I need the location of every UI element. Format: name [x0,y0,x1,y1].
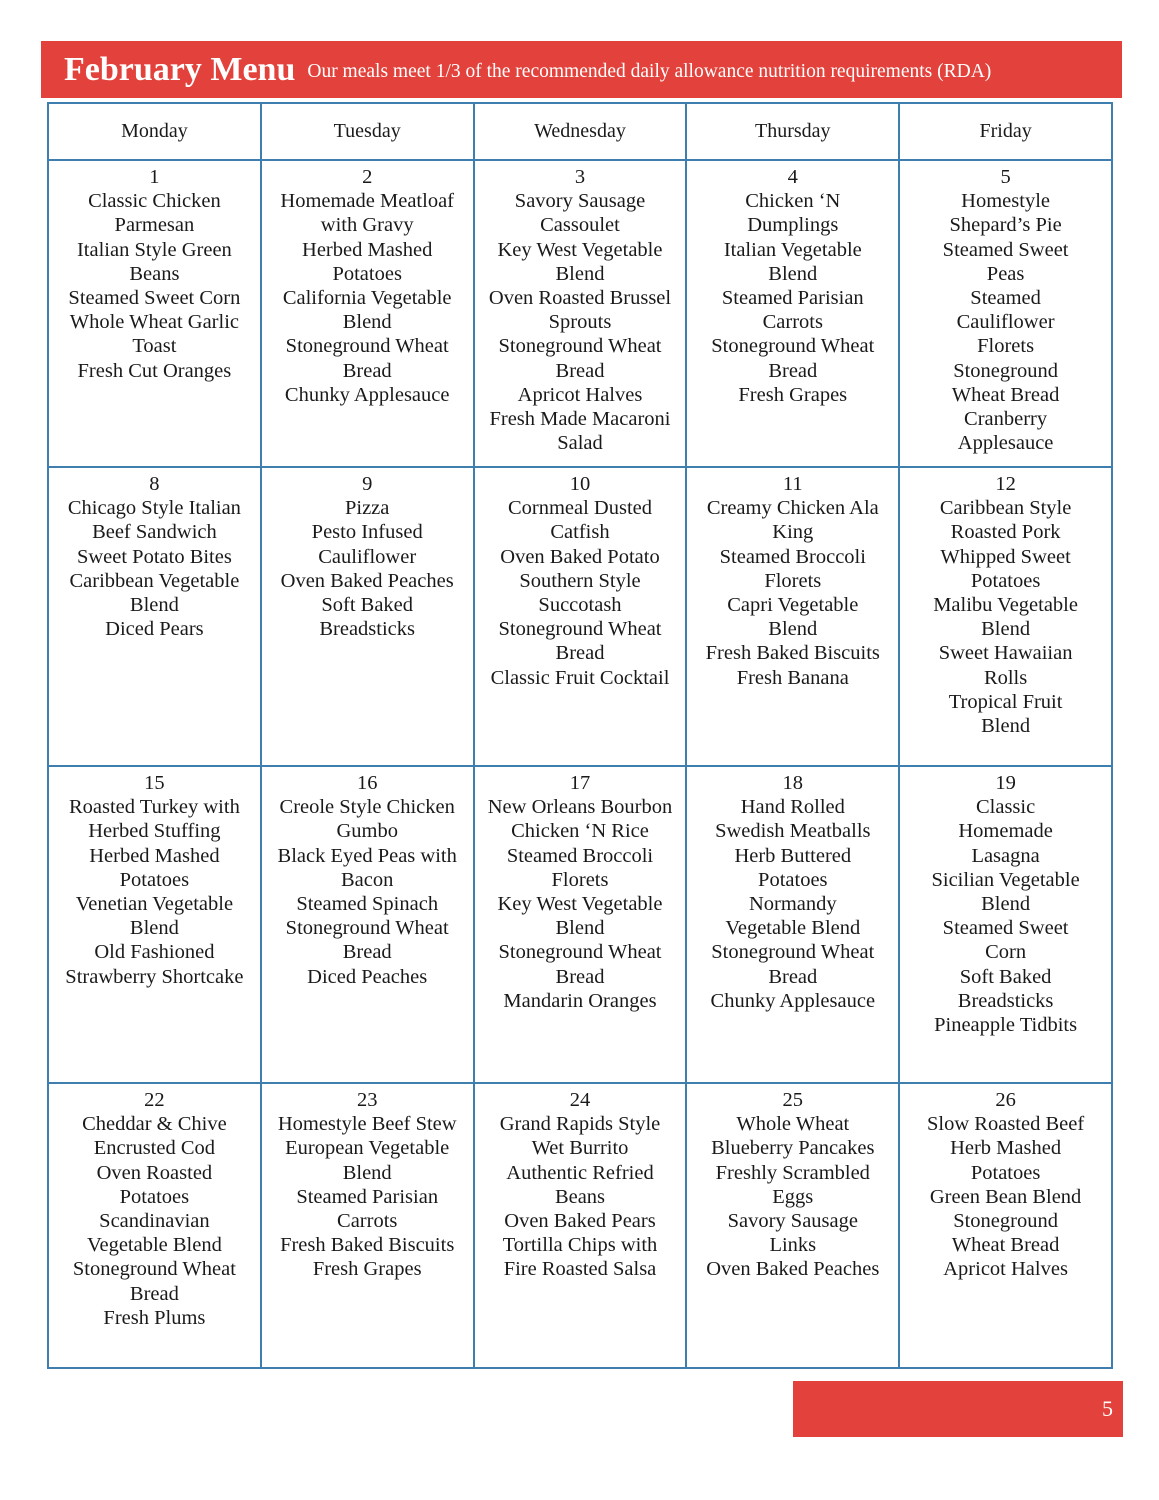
menu-item: Oven Baked Peaches [280,569,454,592]
day-cell-tuesday [261,766,474,1083]
menu-item: Beans [554,1185,606,1208]
day-cell-wednesday [474,160,687,467]
menu-item: Bread [555,359,605,382]
menu-item: Southern Style [519,569,641,592]
menu-item: Chicago Style Italian [67,497,241,520]
menu-item: Fresh Cut Oranges [77,359,232,382]
menu-item: Potatoes [332,262,402,285]
menu-item: Sicilian Vegetable [931,868,1080,891]
menu-item: Green Bean Blend [929,1185,1082,1208]
menu-item: Steamed Sweet [942,238,1069,261]
menu-item: Florets [551,868,609,891]
menu-item: Dumplings [747,214,839,237]
day-number: 22 [144,1089,165,1111]
menu-item: Wet Burrito [531,1137,629,1160]
day-number: 26 [995,1089,1016,1111]
menu-item: Capri Vegetable [727,594,859,617]
day-number: 16 [356,772,378,794]
menu-item: Chunky Applesauce [710,989,876,1012]
menu-item: Blend [768,262,818,285]
menu-item: Venetian Vegetable [75,893,234,916]
day-cell-tuesday [261,1083,474,1368]
menu-item: Swedish Meatballs [715,820,871,843]
day-number: 12 [995,473,1016,495]
menu-item: Blend [342,1161,392,1184]
week-row [48,766,1112,1083]
day-number: 5 [1000,166,1011,188]
menu-item: Blueberry Pancakes [711,1137,875,1160]
menu-item: Pineapple Tidbits [934,1014,1078,1037]
day-number: 18 [782,772,804,794]
page-title: February Menu [64,50,296,88]
menu-item: Eggs [772,1185,814,1208]
menu-item: Fresh Grapes [738,383,848,406]
menu-item: Florets [977,335,1035,358]
menu-item: Carrots [762,311,823,334]
menu-item: Steamed Broccoli [719,545,866,568]
day-cell-wednesday [474,1083,687,1368]
menu-item: Diced Pears [105,618,204,641]
menu-item: Sprouts [548,311,612,334]
menu-item: Cauliflower [318,545,417,568]
day-cell-friday [899,467,1112,766]
weekday-header-monday: Monday [48,103,261,160]
menu-item: Key West Vegetable [497,893,663,916]
menu-item: Blend [555,917,605,940]
menu-item: Stoneground Wheat [711,335,875,358]
menu-item: Succotash [538,594,622,617]
menu-item: Blend [981,893,1031,916]
menu-item: Classic Chicken [88,190,221,213]
menu-item: Cassoulet [540,214,620,237]
page-subtitle: Our meals meet 1/3 of the recommended daily allowance nutrition requirements (RDA) [307,60,992,82]
day-cell-monday [48,467,261,766]
menu-item: King [772,521,814,544]
day-number: 1 [149,166,160,188]
menu-item: Homestyle [961,190,1050,213]
weekday-header-thursday: Thursday [686,103,899,160]
menu-item: Stoneground Wheat [498,941,662,964]
menu-item: Steamed Parisian [721,287,864,310]
menu-item: with Gravy [320,214,414,237]
menu-item: Oven Baked Peaches [706,1258,880,1281]
week-row [48,1083,1112,1368]
menu-item: Roasted Pork [950,521,1061,544]
day-cell-friday [899,1083,1112,1368]
menu-item: Steamed Spinach [296,893,439,916]
menu-item: Pizza [344,497,390,520]
day-number: 17 [569,772,591,794]
menu-item: Breadsticks [957,989,1054,1012]
menu-item: Slow Roasted Beef [927,1113,1085,1136]
menu-item: Herb Mashed [950,1137,1062,1160]
day-cell-monday [48,160,261,467]
menu-item: Blend [981,618,1031,641]
menu-item: Cheddar & Chive [82,1113,227,1136]
menu-item: Normandy [748,893,837,916]
day-cell-friday [899,766,1112,1083]
menu-item: Oven Roasted [96,1161,213,1184]
day-number: 2 [362,166,373,188]
menu-item: Pesto Infused [311,521,423,544]
menu-item: Steamed Broccoli [506,844,654,867]
menu-item: Soft Baked [321,594,414,617]
menu-item: Soft Baked [959,965,1052,988]
weekday-header-row [48,103,1112,160]
menu-item: Blend [129,594,179,617]
menu-item: Blend [555,262,605,285]
day-number: 11 [782,473,803,495]
menu-item: Blend [342,311,392,334]
day-cell-monday [48,766,261,1083]
calendar-body [48,160,1112,1368]
menu-item: Savory Sausage [727,1210,858,1233]
menu-item: Wheat Bread [951,1234,1060,1257]
menu-item: Oven Baked Pears [504,1210,656,1233]
menu-item: Potatoes [119,868,190,891]
menu-item: Whole Wheat Garlic [69,311,240,334]
menu-item: Italian Style Green [76,238,232,261]
menu-item: Links [769,1234,817,1257]
day-cell-monday [48,1083,261,1368]
menu-item: Steamed Parisian [296,1185,439,1208]
day-number: 4 [787,166,798,188]
menu-item: Herbed Mashed [302,238,433,261]
menu-item: Fresh Banana [736,666,849,689]
menu-item: Stoneground Wheat [498,335,662,358]
menu-item: Authentic Refried [506,1161,654,1184]
menu-item: Beans [129,262,180,285]
menu-item: Bread [768,359,818,382]
day-cell-tuesday [261,467,474,766]
menu-item: Chunky Applesauce [284,383,450,406]
day-number: 8 [149,473,160,495]
day-cell-friday [899,160,1112,467]
menu-item: Cornmeal Dusted [507,497,653,520]
menu-item: Steamed [970,287,1041,310]
menu-item: Catfish [550,521,610,544]
menu-item: Mandarin Oranges [503,989,657,1012]
menu-item: Roasted Turkey with [68,796,240,819]
menu-item: Oven Roasted Brussel [488,287,672,310]
menu-item: Wheat Bread [951,383,1060,406]
menu-item: Applesauce [957,432,1054,455]
menu-item: Creamy Chicken Ala [706,497,879,520]
menu-item: Cranberry [964,408,1048,431]
menu-item: California Vegetable [282,287,452,310]
menu-item: Tortilla Chips with [502,1234,658,1257]
menu-item: Hand Rolled [740,796,845,819]
menu-item: Savory Sausage [514,190,646,213]
menu-item: Gumbo [336,820,398,843]
menu-item: Potatoes [970,569,1041,592]
day-cell-thursday [686,467,899,766]
menu-item: Bread [555,965,605,988]
menu-item: Carrots [337,1210,398,1233]
menu-calendar [47,102,1113,1369]
menu-item: Peas [986,262,1025,285]
weekday-header-friday: Friday [899,103,1112,160]
menu-item: Herbed Stuffing [88,820,221,843]
week-row [48,160,1112,467]
menu-item: Steamed Sweet Corn [68,287,241,310]
menu-item: Caribbean Style [939,497,1072,520]
menu-item: Sweet Potato Bites [76,545,232,568]
menu-item: Diced Peaches [307,965,428,988]
day-number: 15 [144,772,165,794]
menu-item: Bread [342,359,392,382]
menu-item: Classic Fruit Cocktail [490,666,670,689]
menu-item: Lasagna [971,844,1040,867]
menu-item: Stoneground Wheat [285,917,449,940]
menu-item: Herb Buttered [734,844,852,867]
menu-item: Shepard’s Pie [949,214,1062,237]
menu-item: Stoneground Wheat [498,618,662,641]
menu-item: Fire Roasted Salsa [503,1258,657,1281]
menu-item: Blend [981,715,1031,738]
menu-item: Bread [342,941,392,964]
day-number: 3 [574,166,586,188]
menu-item: Parmesan [114,214,195,237]
menu-item: Sweet Hawaiian [938,642,1073,665]
menu-item: Chicken ‘N [745,190,841,213]
day-cell-thursday [686,766,899,1083]
menu-item: Stoneground Wheat [711,941,875,964]
menu-item: Toast [132,335,177,358]
day-cell-wednesday [474,766,687,1083]
day-number: 25 [782,1089,804,1111]
menu-item: Beef Sandwich [92,521,217,544]
menu-item: Whipped Sweet [940,545,1071,568]
menu-item: Potatoes [758,868,828,891]
menu-item: Italian Vegetable [723,238,862,261]
menu-item: Cauliflower [956,311,1055,334]
menu-item: Chicken ‘N Rice [511,820,649,843]
menu-item: Blend [129,917,179,940]
menu-item: Caribbean Vegetable [69,569,240,592]
menu-item: Apricot Halves [517,383,643,406]
menu-item: Rolls [983,666,1028,689]
menu-item: Blend [768,618,818,641]
menu-item: Potatoes [970,1161,1041,1184]
menu-item: Herbed Mashed [89,844,220,867]
menu-item: Encrusted Cod [93,1137,216,1160]
menu-item: Malibu Vegetable [933,594,1078,617]
menu-item: Breadsticks [319,618,416,641]
day-cell-thursday [686,160,899,467]
menu-item: Bread [129,1282,179,1305]
menu-item: European Vegetable [285,1137,450,1160]
menu-item: Fresh Grapes [312,1258,422,1281]
day-number: 24 [569,1089,591,1111]
menu-item: Bread [768,965,818,988]
menu-item: Apricot Halves [943,1258,1068,1281]
menu-item: Stoneground Wheat [72,1258,236,1281]
week-row [48,467,1112,766]
day-cell-wednesday [474,467,687,766]
menu-item: Fresh Made Macaroni [489,408,671,431]
menu-item: Tropical Fruit [948,690,1063,713]
day-number: 23 [356,1089,378,1111]
menu-item: Stoneground [953,1210,1058,1233]
menu-item: Homemade [958,820,1053,843]
menu-item: Whole Wheat [736,1113,850,1136]
menu-item: Scandinavian [99,1210,210,1233]
menu-item: Old Fashioned [94,941,215,964]
day-number: 9 [362,473,373,495]
menu-item: Homemade Meatloaf [280,190,454,213]
day-number: 19 [995,772,1016,794]
menu-item: Grand Rapids Style [499,1113,661,1136]
menu-item: Oven Baked Potato [500,545,660,568]
menu-item: Vegetable Blend [725,917,861,940]
menu-item: Black Eyed Peas with [277,844,457,867]
weekday-header-tuesday: Tuesday [261,103,474,160]
menu-item: Homestyle Beef Stew [277,1113,457,1136]
menu-item: Fresh Baked Biscuits [280,1234,455,1257]
menu-item: Classic [975,796,1036,819]
menu-item: Key West Vegetable [497,238,663,261]
menu-item: Fresh Plums [103,1306,206,1329]
menu-item: New Orleans Bourbon [487,796,673,819]
menu-item: Strawberry Shortcake [65,965,244,988]
day-number: 10 [569,473,591,495]
weekday-header-wednesday: Wednesday [474,103,687,160]
menu-item: Fresh Baked Biscuits [705,642,880,665]
menu-item: Creole Style Chicken [279,796,455,819]
menu-item: Bacon [341,868,394,891]
title-banner [41,41,1122,98]
menu-item: Bread [555,642,605,665]
menu-item: Stoneground [953,359,1058,382]
menu-item: Salad [557,432,603,455]
footer-bar [793,1381,1123,1437]
day-cell-thursday [686,1083,899,1368]
menu-item: Stoneground Wheat [285,335,449,358]
menu-item: Freshly Scrambled [715,1161,870,1184]
menu-item: Potatoes [119,1185,190,1208]
page-number: 5 [1102,1396,1113,1421]
menu-item: Corn [985,941,1027,964]
menu-item: Steamed Sweet [942,917,1069,940]
menu-item: Vegetable Blend [86,1234,222,1257]
menu-item: Florets [764,569,822,592]
day-cell-tuesday [261,160,474,467]
